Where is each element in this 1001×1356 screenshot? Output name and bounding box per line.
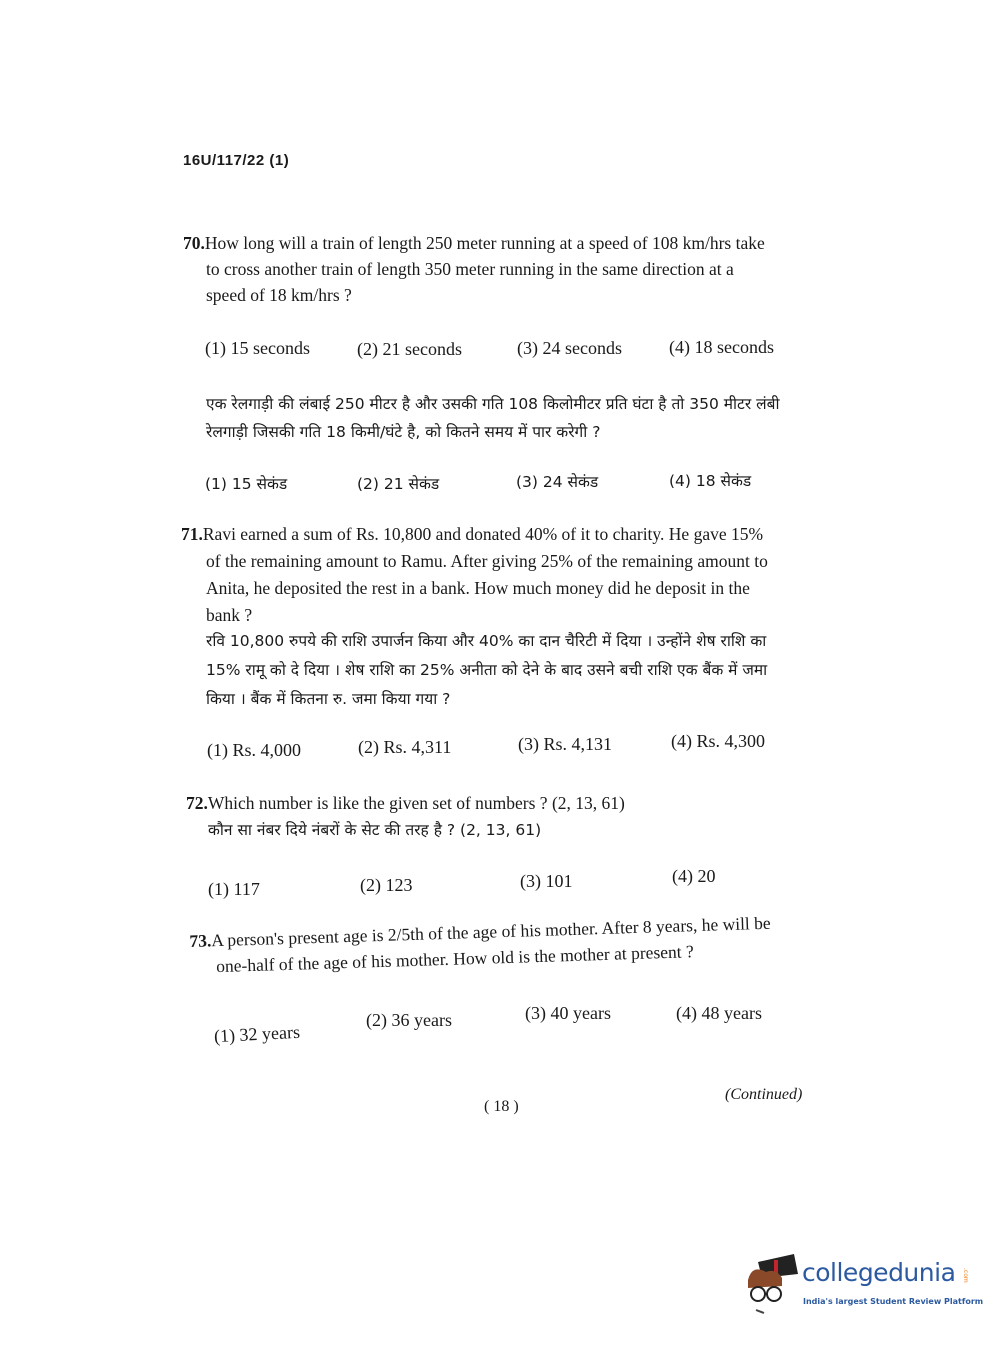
question-72 bbox=[186, 790, 625, 816]
option-1-hindi: (1) 15 सेकंड bbox=[205, 475, 288, 493]
option-4-hindi: (4) 18 सेकंड bbox=[669, 472, 752, 490]
option-3: (3) 40 years bbox=[525, 1003, 611, 1023]
question-73 bbox=[189, 910, 772, 980]
question-text: Which number is like the given set of numbers ? (2, 13, 61) bbox=[207, 793, 625, 813]
hindi-text: एक रेलगाड़ी की लंबाई 250 मीटर है और उसकी गति 108 किलोमीटर प्रति घंटा है तो 350 मीटर लंबी bbox=[206, 395, 780, 413]
option-2: (2) 21 seconds bbox=[357, 339, 462, 359]
option-3: (3) 101 bbox=[520, 871, 573, 891]
option-1: (1) 32 years bbox=[213, 1021, 301, 1047]
option-3: (3) Rs. 4,131 bbox=[518, 734, 612, 754]
hindi-text: कौन सा नंबर दिये नंबरों के सेट की तरह है ? (2, 13, 61) bbox=[208, 821, 542, 839]
page-number: ( 18 ) bbox=[484, 1098, 519, 1115]
question-text: one-half of the age of his mother. How old is the mother at present ? bbox=[215, 941, 695, 977]
option-4: (4) 20 bbox=[672, 866, 716, 886]
continued-label: (Continued) bbox=[725, 1086, 803, 1103]
paper-code: 16U/117/22 (1) bbox=[183, 152, 290, 169]
collegedunia-watermark bbox=[742, 1250, 984, 1316]
question-70-hindi bbox=[206, 390, 779, 446]
hindi-text: 15% रामू को दे दिया । शेष राशि का 25% अनीता को देने के बाद उसने बची राशि एक बैंक में जमा bbox=[206, 661, 768, 679]
hindi-text: किया । बैंक में कितना रु. जमा किया गया ? bbox=[206, 690, 451, 708]
question-number: 71. bbox=[181, 524, 203, 544]
question-number: 73. bbox=[189, 930, 212, 951]
option-1: (1) Rs. 4,000 bbox=[207, 740, 301, 760]
brand-name: collegedunia bbox=[802, 1258, 956, 1287]
option-2: (2) Rs. 4,311 bbox=[358, 737, 452, 757]
option-1: (1) 117 bbox=[208, 879, 260, 899]
option-3: (3) 24 seconds bbox=[517, 338, 622, 358]
option-4: (4) Rs. 4,300 bbox=[671, 731, 765, 751]
hindi-text: रवि 10,800 रुपये की राशि उपार्जन किया और 40% का दान चैरिटी में दिया । उन्होंने शेष राशि का bbox=[206, 632, 767, 650]
question-text: speed of 18 km/hrs ? bbox=[206, 285, 352, 305]
option-3-hindi: (3) 24 सेकंड bbox=[516, 473, 599, 491]
brand-suffix: .com bbox=[962, 1268, 969, 1283]
option-1: (1) 15 seconds bbox=[205, 338, 310, 358]
question-number: 70. bbox=[183, 233, 205, 253]
brand-tagline: India's largest Student Review Platform bbox=[803, 1297, 984, 1306]
option-2: (2) 36 years bbox=[366, 1010, 452, 1030]
question-text: Ravi earned a sum of Rs. 10,800 and donated 40% of it to charity. He gave 15% bbox=[202, 524, 764, 544]
question-71-hindi bbox=[206, 627, 767, 714]
mascot-icon bbox=[742, 1250, 802, 1316]
question-text: How long will a train of length 250 meter running at a speed of 108 km/hrs take bbox=[204, 233, 765, 253]
question-text: Anita, he deposited the rest in a bank. How much money did he deposit in the bbox=[206, 578, 750, 598]
hindi-text: रेलगाड़ी जिसकी गति 18 किमी/घंटे है, को कितने समय में पार करेगी ? bbox=[206, 423, 601, 441]
question-text: of the remaining amount to Ramu. After giving 25% of the remaining amount to bbox=[206, 551, 768, 571]
option-4: (4) 18 seconds bbox=[669, 337, 774, 357]
question-70 bbox=[183, 230, 765, 308]
question-text: A person's present age is 2/5th of the age of his mother. After 8 years, he will be bbox=[210, 912, 771, 951]
option-2-hindi: (2) 21 सेकंड bbox=[357, 475, 440, 493]
question-text: bank ? bbox=[206, 605, 253, 625]
question-number: 72. bbox=[186, 793, 208, 813]
question-71 bbox=[181, 521, 768, 629]
option-2: (2) 123 bbox=[360, 875, 413, 895]
question-text: to cross another train of length 350 meter running in the same direction at a bbox=[206, 259, 734, 279]
option-4: (4) 48 years bbox=[676, 1003, 762, 1023]
